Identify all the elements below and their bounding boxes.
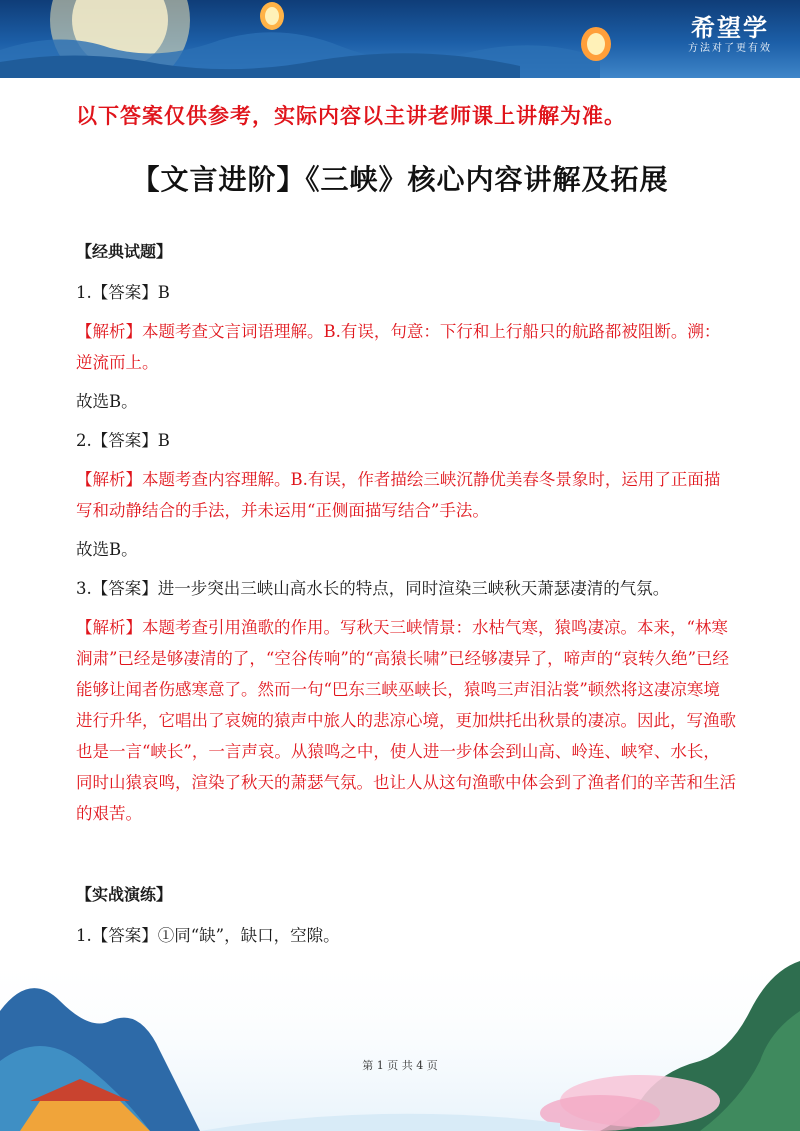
analysis-text: 【解析】本题考查内容理解。B.有误，作者描绘三峡沉静优美春冬景象时，运用了正面描写和动静结合的手法，并未运用“正侧面描写结合”手法。 <box>76 470 721 520</box>
lantern-icon <box>581 27 611 61</box>
footer-landscape-art <box>0 951 800 1131</box>
header-banner <box>0 0 800 78</box>
answer-line: 1.【答案】B <box>76 283 170 302</box>
conclusion-line: 故选B。 <box>76 392 138 411</box>
answer-line: 2.【答案】B <box>76 431 170 450</box>
analysis-text: 【解析】本题考查引用渔歌的作用。写秋天三峡情景：水枯气寒，猿鸣凄凉。本来，“林寒涧肃”已经是够凄清的了，“空谷传响”的“高猿长啸”已经够凄异了，啼声的“哀转久绝”已经能够让闻者伤感寒意了。然而一句“巴东三峡巫峡长，猿鸣三声泪沾裳”顿然将这凄凉寒境进行升华，它唱出了哀婉的猿声中旅人的悲凉心境，更加烘托出秋景的凄凉。因此，写渔歌也是一言“峡长”，一言声哀。从猿鸣之中，使人进一步体会到山高、岭连、峡窄、水长，同时山猿哀鸣，渲染了秋天的萧瑟气氛。也让人从这句渔歌中体会到了渔者们的辛苦和生活的艰苦。 <box>76 618 736 823</box>
answer-line: 1.【答案】①同“缺”，缺口，空隙。 <box>76 926 340 945</box>
brand-slogan: 方法对了更有效 <box>688 43 772 54</box>
section-heading-practice: 【实战演练】 <box>76 885 173 904</box>
brand-name: 希望学 <box>691 14 769 42</box>
answer-line: 3.【答案】进一步突出三峡山高水长的特点，同时渲染三峡秋天萧瑟凄清的气氛。 <box>76 579 670 598</box>
reference-notice: 以下答案仅供参考，实际内容以主讲老师课上讲解为准。 <box>76 104 626 128</box>
lantern-icon <box>260 2 284 30</box>
conclusion-line: 故选B。 <box>76 540 138 559</box>
brand-logo <box>688 14 772 56</box>
section-heading-classic: 【经典试题】 <box>76 242 173 261</box>
page-title: 【文言进阶】《三峡》核心内容讲解及拓展 <box>131 163 669 196</box>
document-body <box>76 236 736 959</box>
banner-art <box>0 0 800 78</box>
page-number: 第 1 页 共 4 页 <box>362 1059 438 1072</box>
analysis-text: 【解析】本题考查文言词语理解。B.有误，句意：下行和上行船只的航路都被阻断。溯：逆流而上。 <box>76 322 721 372</box>
